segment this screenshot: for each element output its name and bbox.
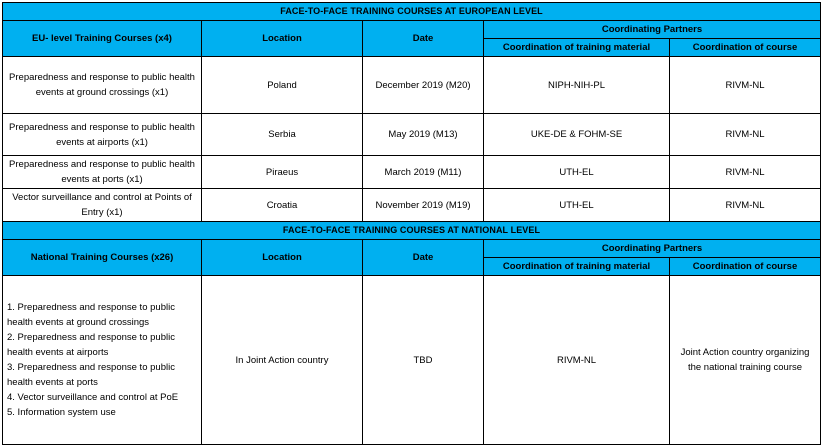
national-material-header: Coordination of training material bbox=[484, 258, 670, 276]
list-item: 3. Preparedness and response to public health events at ports bbox=[7, 362, 175, 388]
list-item: 1. Preparedness and response to public health events at ground crossings bbox=[7, 302, 175, 328]
table-row bbox=[3, 114, 821, 156]
eu-location-cell: Piraeus bbox=[202, 156, 363, 189]
list-item: 5. Information system use bbox=[7, 407, 116, 418]
table-row bbox=[3, 189, 821, 222]
eu-course-cell: Vector surveillance and control at Points of Entry (x1) bbox=[3, 189, 202, 222]
eu-date-cell: March 2019 (M11) bbox=[363, 156, 484, 189]
eu-coordination-cell: RIVM-NL bbox=[670, 114, 821, 156]
eu-material-header: Coordination of training material bbox=[484, 39, 670, 57]
eu-material-cell: UTH-EL bbox=[484, 156, 670, 189]
eu-coordination-header: Coordination of course bbox=[670, 39, 821, 57]
national-course-header: National Training Courses (x26) bbox=[3, 240, 202, 276]
eu-date-cell: December 2019 (M20) bbox=[363, 57, 484, 114]
eu-coordination-cell: RIVM-NL bbox=[670, 156, 821, 189]
national-section-title: FACE-TO-FACE TRAINING COURSES AT NATIONAL LEVEL bbox=[3, 222, 821, 240]
table-row bbox=[3, 57, 821, 114]
national-location-header: Location bbox=[202, 240, 363, 276]
list-item: 2. Preparedness and response to public health events at airports bbox=[7, 332, 175, 358]
eu-date-cell: November 2019 (M19) bbox=[363, 189, 484, 222]
eu-date-cell: May 2019 (M13) bbox=[363, 114, 484, 156]
list-item: 4. Vector surveillance and control at PoE bbox=[7, 392, 179, 403]
eu-coordination-cell: RIVM-NL bbox=[670, 57, 821, 114]
national-coordination-cell: Joint Action country organizing the national training course bbox=[670, 276, 821, 445]
table-row bbox=[3, 156, 821, 189]
eu-location-cell: Poland bbox=[202, 57, 363, 114]
table-row bbox=[3, 276, 821, 445]
national-material-cell: RIVM-NL bbox=[484, 276, 670, 445]
national-coordination-header: Coordination of course bbox=[670, 258, 821, 276]
training-courses-table bbox=[2, 2, 821, 445]
eu-course-cell: Preparedness and response to public health events at ground crossings (x1) bbox=[3, 57, 202, 114]
national-location-cell: In Joint Action country bbox=[202, 276, 363, 445]
eu-course-header: EU- level Training Courses (x4) bbox=[3, 21, 202, 57]
eu-date-header: Date bbox=[363, 21, 484, 57]
eu-location-cell: Croatia bbox=[202, 189, 363, 222]
national-date-header: Date bbox=[363, 240, 484, 276]
eu-coordination-cell: RIVM-NL bbox=[670, 189, 821, 222]
national-partners-header: Coordinating Partners bbox=[484, 240, 821, 258]
eu-material-cell: NIPH-NIH-PL bbox=[484, 57, 670, 114]
eu-course-cell: Preparedness and response to public health events at ports (x1) bbox=[3, 156, 202, 189]
eu-partners-header: Coordinating Partners bbox=[484, 21, 821, 39]
eu-section-title: FACE-TO-FACE TRAINING COURSES AT EUROPEAN LEVEL bbox=[3, 3, 821, 21]
eu-location-cell: Serbia bbox=[202, 114, 363, 156]
national-course-list bbox=[3, 276, 202, 445]
eu-location-header: Location bbox=[202, 21, 363, 57]
eu-material-cell: UTH-EL bbox=[484, 189, 670, 222]
eu-material-cell: UKE-DE & FOHM-SE bbox=[484, 114, 670, 156]
national-date-cell: TBD bbox=[363, 276, 484, 445]
eu-course-cell: Preparedness and response to public health events at airports (x1) bbox=[3, 114, 202, 156]
